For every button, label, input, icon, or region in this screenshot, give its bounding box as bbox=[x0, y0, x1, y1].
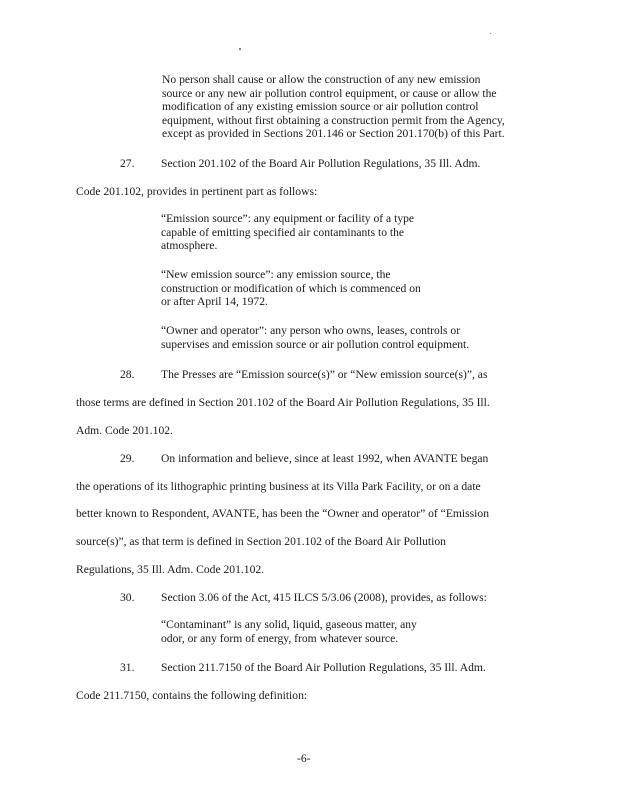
paragraph-number-30: 30. bbox=[120, 591, 135, 604]
paragraph-29-line-2: the operations of its lithographic printing business at its Villa Park Facility, or on a date bbox=[76, 480, 481, 493]
definition-emission-source: “Emission source”: any equipment or facility of a type capable of emitting specified air contaminants to the atmosphere. bbox=[161, 212, 415, 253]
paragraph-number-27: 27. bbox=[120, 157, 135, 170]
paragraph-31-line-1: Section 211.7150 of the Board Air Pollution Regulations, 35 Ill. Adm. bbox=[161, 661, 486, 674]
block-quote-construction-permit: No person shall cause or allow the construction of any new emission source or any new air pollution control equipment, or cause or allow the modification of any existing emission source or air pollution control equipment, without first obtaining a construction permit from the Agency, except as provided in Sections 201.146 or Section 201.170(b) of this Part. bbox=[162, 73, 505, 141]
paragraph-31-line-2: Code 211.7150, contains the following definition: bbox=[76, 689, 308, 702]
scan-speck bbox=[490, 33, 491, 34]
paragraph-number-28: 28. bbox=[120, 368, 135, 381]
paragraph-28-line-1: The Presses are “Emission source(s)” or “New emission source(s)”, as bbox=[161, 368, 488, 381]
paragraph-28-line-2: those terms are defined in Section 201.102 of the Board Air Pollution Regulations, 35 Ill. bbox=[76, 396, 490, 409]
page-number: -6- bbox=[297, 752, 311, 765]
paragraph-29-line-3: better known to Respondent, AVANTE, has been the “Owner and operator” of “Emission bbox=[76, 507, 489, 520]
paragraph-28-line-3: Adm. Code 201.102. bbox=[76, 424, 173, 437]
paragraph-29-line-5: Regulations, 35 Ill. Adm. Code 201.102. bbox=[76, 563, 265, 576]
definition-owner-and-operator: “Owner and operator”: any person who owns, leases, controls or supervises and emission source or air pollution control equipment. bbox=[161, 324, 470, 351]
paragraph-number-29: 29. bbox=[120, 452, 135, 465]
paragraph-27-line-2: Code 201.102, provides in pertinent part as follows: bbox=[76, 185, 318, 198]
paragraph-number-31: 31. bbox=[120, 661, 135, 674]
paragraph-29-line-1: On information and believe, since at least 1992, when AVANTE began bbox=[161, 452, 489, 465]
paragraph-29-line-4: source(s)”, as that term is defined in Section 201.102 of the Board Air Pollution bbox=[76, 535, 446, 548]
definition-new-emission-source: “New emission source”: any emission source, the construction or modification of which is commenced on or after April 14, 1972. bbox=[161, 268, 421, 309]
scan-speck bbox=[239, 48, 241, 50]
paragraph-30-line-1: Section 3.06 of the Act, 415 ILCS 5/3.06 (2008), provides, as follows: bbox=[161, 591, 487, 604]
paragraph-27-line-1: Section 201.102 of the Board Air Pollution Regulations, 35 Ill. Adm. bbox=[161, 157, 481, 170]
block-quote-contaminant: “Contaminant” is any solid, liquid, gaseous matter, any odor, or any form of energy, from whatever source. bbox=[161, 618, 417, 645]
